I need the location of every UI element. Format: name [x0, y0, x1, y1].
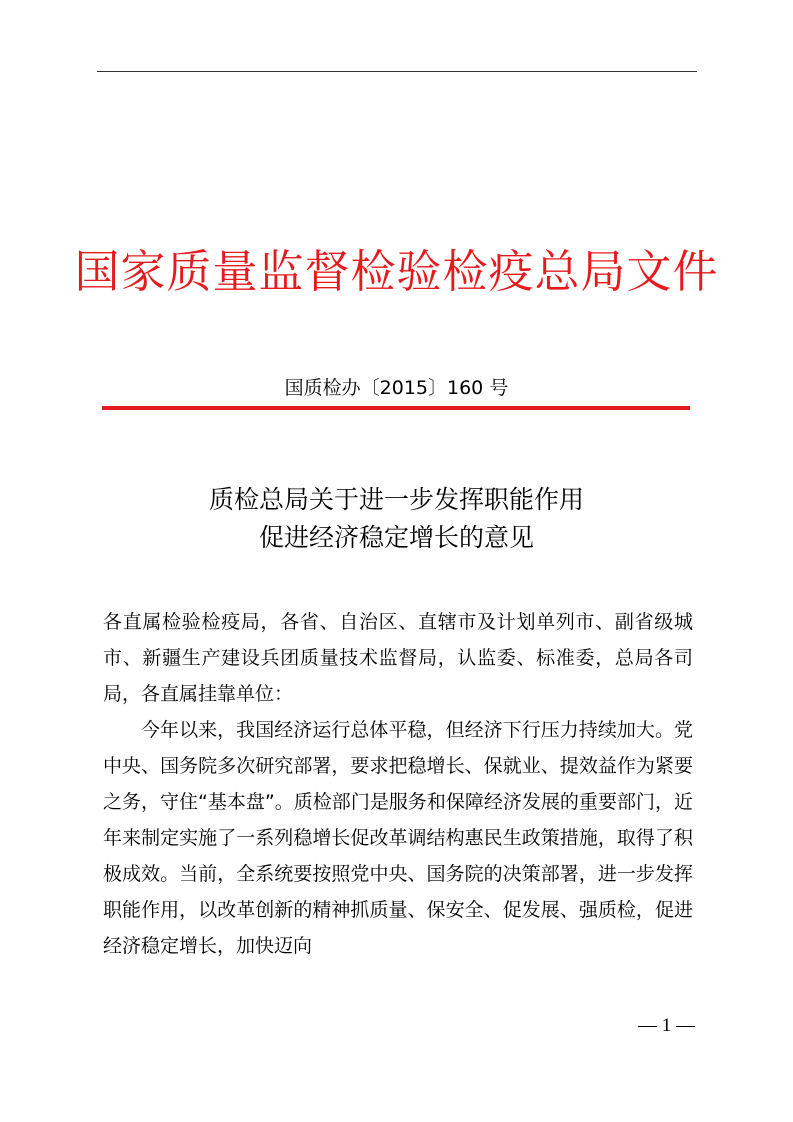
body-paragraph: 今年以来，我国经济运行总体平稳，但经济下行压力持续加大。党中央、国务院多次研究部署，要求把稳增长、保就业、提效益作为紧要之务，守住“基本盘”。质检部门是服务和保障经济发展的重要部门，近年来制定实施了一系列稳增长促改革调结构惠民生政策措施，取得了积极成效。当前，全系统要按照党中央、国务院的决策部署，进一步发挥职能作用，以改革创新的精神抓质量、保安全、促发展、强质检，促进经济稳定增长，加快迈向 [103, 719, 693, 957]
top-rule [97, 71, 697, 72]
title-line-2: 促进经济稳定增长的意见 [258, 523, 534, 552]
recipients-paragraph: 各直属检验检疫局，各省、自治区、直辖市及计划单列市、副省级城市、新疆生产建设兵团质量技术监督局，认监委、标准委，总局各司局，各直属挂靠单位： [103, 611, 693, 705]
document-body [103, 604, 693, 964]
page-number: — 1 — [638, 1015, 695, 1036]
red-separator-rule [102, 406, 690, 410]
title-line-1: 质检总局关于进一步发挥职能作用 [208, 485, 584, 514]
document-title [0, 481, 793, 557]
issuer-letterhead: 国家质量监督检验检疫总局文件 [74, 245, 719, 298]
document-number: 国质检办〔2015〕160 号 [284, 377, 509, 399]
